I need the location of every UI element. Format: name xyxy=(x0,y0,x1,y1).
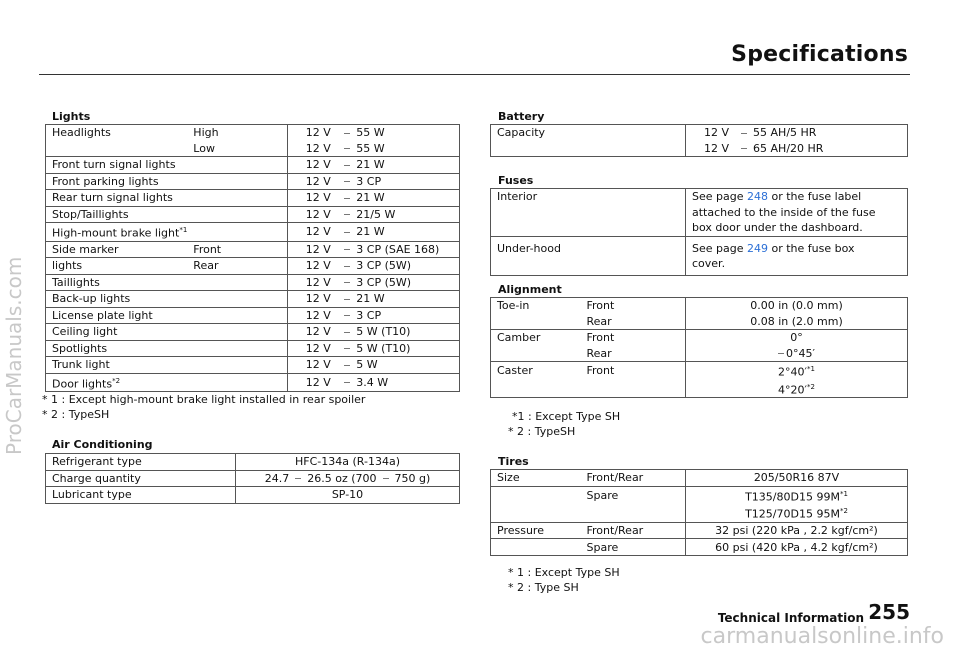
lights-sub: Front xyxy=(187,241,287,258)
tires-sub xyxy=(581,504,686,522)
fuse-interior-text xyxy=(686,189,908,205)
tires-row xyxy=(491,522,908,539)
dash-mark xyxy=(344,232,350,233)
lights-row xyxy=(46,157,460,174)
lights-row xyxy=(46,125,460,141)
lights-value-text: 55 W xyxy=(356,141,385,155)
lights-name: Back-up lights xyxy=(46,291,188,308)
dash-mark xyxy=(344,332,350,333)
lights-sub xyxy=(187,173,287,190)
lights-name: High-mount brake light$^{*1}$ xyxy=(46,223,188,242)
lights-volt: 12 V xyxy=(287,173,332,190)
ac-charge-a: 24.7 xyxy=(264,471,290,485)
battery-row xyxy=(491,141,908,157)
dash-mark xyxy=(344,282,350,283)
lights-volt: 12 V xyxy=(287,291,332,308)
alignment-name: Caster xyxy=(491,362,581,380)
lights-value xyxy=(332,223,459,242)
lights-name: Front parking lights xyxy=(46,173,188,190)
fuse-pre: See page xyxy=(692,241,744,255)
lights-name: Rear turn signal lights xyxy=(46,190,188,207)
battery-name-empty xyxy=(491,141,686,157)
lights-volt: 12 V xyxy=(287,357,332,374)
alignment-row xyxy=(491,314,908,330)
battery-heading: Battery xyxy=(498,110,545,123)
lights-sub xyxy=(187,307,287,324)
lights-name: Side marker xyxy=(46,241,188,258)
footnote-mark: *1 xyxy=(179,226,188,234)
dash-mark xyxy=(344,315,350,316)
lights-value-text: 21 W xyxy=(356,191,385,205)
tires-sub: Spare xyxy=(581,539,686,556)
lights-sub xyxy=(187,324,287,341)
dash-mark xyxy=(383,478,389,479)
tires-value xyxy=(686,539,908,556)
alignment-heading: Alignment xyxy=(498,283,562,296)
alignment-note-1: *1 : Except Type SH xyxy=(512,410,621,423)
alignment-sub: Rear xyxy=(581,346,686,362)
alignment-value xyxy=(686,362,908,380)
ac-table xyxy=(45,453,460,504)
dash-mark xyxy=(344,266,350,267)
lights-name: Front turn signal lights xyxy=(46,157,188,174)
alignment-sub: Rear xyxy=(581,314,686,330)
lights-row xyxy=(46,340,460,357)
tires-value-text: 205/50R16 87V xyxy=(753,471,840,485)
lights-name: Spotlights xyxy=(46,340,188,357)
tires-row xyxy=(491,486,908,504)
dash-mark xyxy=(344,365,350,366)
lights-name: lights xyxy=(46,258,188,275)
footnote-mark: *1 xyxy=(807,365,815,373)
lights-name: Headlights xyxy=(46,125,188,141)
lights-value xyxy=(332,307,459,324)
tires-value-text: T125/70D15 95M xyxy=(745,507,840,521)
fuse-empty xyxy=(491,256,686,275)
ac-value xyxy=(236,470,460,487)
lights-row xyxy=(46,324,460,341)
lights-value xyxy=(332,357,459,374)
alignment-name: Toe-in xyxy=(491,298,581,314)
alignment-table xyxy=(490,297,908,398)
lights-sub xyxy=(187,190,287,207)
alignment-name: Camber xyxy=(491,330,581,346)
dash-mark xyxy=(344,382,350,383)
dash-mark xyxy=(741,148,747,149)
dash-mark xyxy=(344,249,350,250)
footer-section-label: Technical Information xyxy=(717,611,864,625)
battery-name: Capacity xyxy=(491,125,686,141)
alignment-value-text: 0.00 in (0.0 mm) xyxy=(750,299,843,313)
tires-value-text: 60 psi (420 kPa , 4.2 kgf/cm²) xyxy=(715,540,878,554)
lights-sub xyxy=(187,373,287,392)
alignment-name xyxy=(491,380,581,398)
alignment-sub: Front xyxy=(581,298,686,314)
lights-name: License plate light xyxy=(46,307,188,324)
fuse-row xyxy=(491,189,908,205)
lights-value xyxy=(332,206,459,223)
dash-mark xyxy=(344,198,350,199)
tires-row xyxy=(491,539,908,556)
alignment-row xyxy=(491,330,908,346)
lights-value-text: 5 W xyxy=(356,358,378,372)
lights-name: Trunk light xyxy=(46,357,188,374)
watermark-vertical: ProCarManuals.com xyxy=(2,256,26,455)
lights-volt: 12 V xyxy=(287,206,332,223)
lights-table xyxy=(45,124,460,392)
lights-row xyxy=(46,141,460,157)
fuses-table xyxy=(490,188,908,276)
lights-row xyxy=(46,190,460,207)
dash-mark xyxy=(344,348,350,349)
dash-mark xyxy=(295,478,301,479)
lights-value-text: 5 W (T10) xyxy=(356,341,411,355)
lights-sub xyxy=(187,357,287,374)
fuse-post: or the fuse label xyxy=(771,190,862,204)
fuse-empty xyxy=(491,220,686,236)
lights-volt: 12 V xyxy=(287,258,332,275)
battery-value-text: 55 AH/5 HR xyxy=(753,126,817,140)
tires-table xyxy=(490,469,908,556)
lights-value-text: 3 CP xyxy=(356,308,382,322)
lights-row xyxy=(46,258,460,275)
dash-mark xyxy=(741,133,747,134)
alignment-name xyxy=(491,314,581,330)
tires-row xyxy=(491,504,908,522)
ac-charge-c: 750 g) xyxy=(394,471,431,485)
fuse-interior-line3: box door under the dashboard. xyxy=(686,220,908,236)
dash-mark xyxy=(778,353,784,354)
lights-volt: 12 V xyxy=(287,190,332,207)
lights-sub xyxy=(187,206,287,223)
lights-sub: Rear xyxy=(187,258,287,275)
tires-row xyxy=(491,470,908,487)
lights-note-1: * 1 : Except high-mount brake light installed in rear spoiler xyxy=(42,393,366,406)
lights-value xyxy=(332,125,459,141)
lights-name: Stop/Taillights xyxy=(46,206,188,223)
lights-volt: 12 V xyxy=(287,373,332,392)
battery-volt: 12 V xyxy=(686,125,730,141)
alignment-name xyxy=(491,346,581,362)
lights-row xyxy=(46,241,460,258)
lights-sub xyxy=(187,223,287,242)
lights-volt: 12 V xyxy=(287,274,332,291)
fuse-interior-name: Interior xyxy=(491,189,686,205)
tires-heading: Tires xyxy=(498,455,529,468)
lights-sub: High xyxy=(187,125,287,141)
lights-row xyxy=(46,291,460,308)
tires-value xyxy=(686,522,908,539)
lights-volt: 12 V xyxy=(287,125,332,141)
alignment-value-text: 0°45′ xyxy=(786,346,815,360)
lights-note-2: * 2 : TypeSH xyxy=(42,408,110,421)
lights-heading: Lights xyxy=(52,110,91,123)
dash-mark xyxy=(344,214,350,215)
ac-row xyxy=(46,454,460,471)
lights-value-text: 21 W xyxy=(356,292,385,306)
lights-value-text: 21 W xyxy=(356,225,385,239)
lights-value xyxy=(332,340,459,357)
lights-sub xyxy=(187,291,287,308)
lights-row xyxy=(46,357,460,374)
alignment-value xyxy=(686,330,908,346)
ac-name: Lubricant type xyxy=(46,487,236,504)
lights-value xyxy=(332,141,459,157)
page-number: 255 xyxy=(868,600,910,624)
tires-name: Size xyxy=(491,470,581,487)
tires-note-1: * 1 : Except Type SH xyxy=(508,566,620,579)
fuse-page-link[interactable]: 248 xyxy=(747,190,768,204)
alignment-value-text: 2°40′ xyxy=(778,365,808,379)
alignment-value xyxy=(686,346,908,362)
alignment-row xyxy=(491,346,908,362)
dash-mark xyxy=(344,181,350,182)
battery-table xyxy=(490,124,908,157)
lights-value-text: 21/5 W xyxy=(356,207,396,221)
lights-row xyxy=(46,223,460,242)
ac-heading: Air Conditioning xyxy=(52,438,153,451)
fuse-row xyxy=(491,205,908,221)
tires-sub: Spare xyxy=(586,488,619,502)
title-rule xyxy=(39,74,910,75)
tires-name xyxy=(491,504,581,522)
fuse-row xyxy=(491,256,908,275)
lights-volt: 12 V xyxy=(287,307,332,324)
lights-value-text: 3 CP (5W) xyxy=(356,275,412,289)
alignment-row xyxy=(491,298,908,314)
tires-sub: Front/Rear xyxy=(581,470,686,487)
lights-volt: 12 V xyxy=(287,340,332,357)
dash-mark xyxy=(344,148,350,149)
fuse-row xyxy=(491,236,908,256)
lights-value xyxy=(332,173,459,190)
lights-volt: 12 V xyxy=(287,141,332,157)
battery-value xyxy=(729,141,907,157)
lights-value xyxy=(332,274,459,291)
tires-sub: Front/Rear xyxy=(581,522,686,539)
footnote-mark: *2 xyxy=(112,376,121,385)
ac-row xyxy=(46,487,460,504)
lights-row xyxy=(46,274,460,291)
dash-mark xyxy=(344,133,350,134)
alignment-note-2: * 2 : TypeSH xyxy=(508,425,576,438)
battery-value-text: 65 AH/20 HR xyxy=(753,141,824,155)
tires-value xyxy=(686,486,908,504)
lights-sub xyxy=(187,157,287,174)
ac-value: SP-10 xyxy=(236,487,460,504)
alignment-sub: Front xyxy=(586,331,615,345)
lights-volt: 12 V xyxy=(287,324,332,341)
footnote-mark: *2 xyxy=(807,382,815,391)
lights-row xyxy=(46,173,460,190)
fuse-row xyxy=(491,220,908,236)
fuse-post: or the fuse box xyxy=(771,241,855,255)
lights-value xyxy=(332,190,459,207)
lights-value xyxy=(332,324,459,341)
dash-mark xyxy=(344,299,350,300)
alignment-value xyxy=(686,380,908,398)
ac-value: HFC-134a (R-134a) xyxy=(236,454,460,471)
lights-row xyxy=(46,307,460,324)
dash-mark xyxy=(344,165,350,166)
tires-value xyxy=(686,470,908,487)
ac-row xyxy=(46,470,460,487)
lights-value xyxy=(332,291,459,308)
alignment-value-text: 4°20′ xyxy=(778,383,808,397)
alignment-value-text: 0.08 in (2.0 mm) xyxy=(750,314,843,328)
lights-name: Ceiling light xyxy=(46,324,188,341)
fuse-interior-line2: attached to the inside of the fuse xyxy=(686,205,908,221)
tires-note-2: * 2 : Type SH xyxy=(508,581,579,594)
lights-value-text: 3 CP (5W) xyxy=(356,259,412,273)
alignment-row xyxy=(491,362,908,380)
lights-value-text: 55 W xyxy=(356,126,385,140)
fuse-underhood-text xyxy=(686,236,908,256)
lights-sub xyxy=(187,340,287,357)
battery-value xyxy=(729,125,907,141)
fuse-pre: See page xyxy=(692,190,744,204)
lights-row xyxy=(46,373,460,392)
lights-value-text: 3 CP xyxy=(356,174,382,188)
lights-value-text: 5 W (T10) xyxy=(356,325,411,339)
footnote-mark: *1 xyxy=(839,489,848,498)
watermark-horizontal: carmanualsonline.info xyxy=(700,624,944,649)
lights-name: Door lights$^{*2}$ xyxy=(46,373,188,392)
lights-row xyxy=(46,206,460,223)
ac-name: Charge quantity xyxy=(46,470,236,487)
lights-volt: 12 V xyxy=(287,223,332,242)
tires-value-text: T135/80D15 99M xyxy=(745,490,840,504)
alignment-sub xyxy=(581,380,686,398)
tires-name xyxy=(491,486,581,504)
fuse-page-link[interactable]: 249 xyxy=(747,241,768,255)
lights-sub: Low xyxy=(187,141,287,157)
lights-name: Taillights xyxy=(46,274,188,291)
alignment-value-text: 0° xyxy=(790,331,803,345)
tires-name xyxy=(491,539,581,556)
page-title: Specifications xyxy=(731,42,908,67)
lights-value-text: 3 CP (SAE 168) xyxy=(356,242,440,256)
lights-name xyxy=(46,141,188,157)
lights-value-text: 21 W xyxy=(356,158,385,172)
lights-value xyxy=(332,157,459,174)
lights-volt: 12 V xyxy=(287,241,332,258)
ac-name: Refrigerant type xyxy=(46,454,236,471)
fuse-underhood-line2: cover. xyxy=(686,256,908,275)
lights-volt: 12 V xyxy=(287,157,332,174)
ac-charge-b: 26.5 oz (700 xyxy=(307,471,377,485)
alignment-value xyxy=(686,298,908,314)
footnote-mark: *2 xyxy=(839,507,848,516)
lights-sub xyxy=(187,274,287,291)
fuse-underhood-name: Under-hood xyxy=(491,236,686,256)
tires-name: Pressure xyxy=(491,522,581,539)
lights-value xyxy=(332,258,459,275)
battery-volt: 12 V xyxy=(686,141,730,157)
fuses-heading: Fuses xyxy=(498,174,534,187)
alignment-value xyxy=(686,314,908,330)
tires-value xyxy=(686,504,908,522)
lights-value xyxy=(332,373,459,392)
alignment-row xyxy=(491,380,908,398)
alignment-sub: Front xyxy=(586,364,615,378)
tires-value-text: 32 psi (220 kPa , 2.2 kgf/cm²) xyxy=(715,524,878,538)
lights-value xyxy=(332,241,459,258)
fuse-empty xyxy=(491,205,686,221)
lights-value-text: 3.4 W xyxy=(356,375,389,389)
battery-row xyxy=(491,125,908,141)
